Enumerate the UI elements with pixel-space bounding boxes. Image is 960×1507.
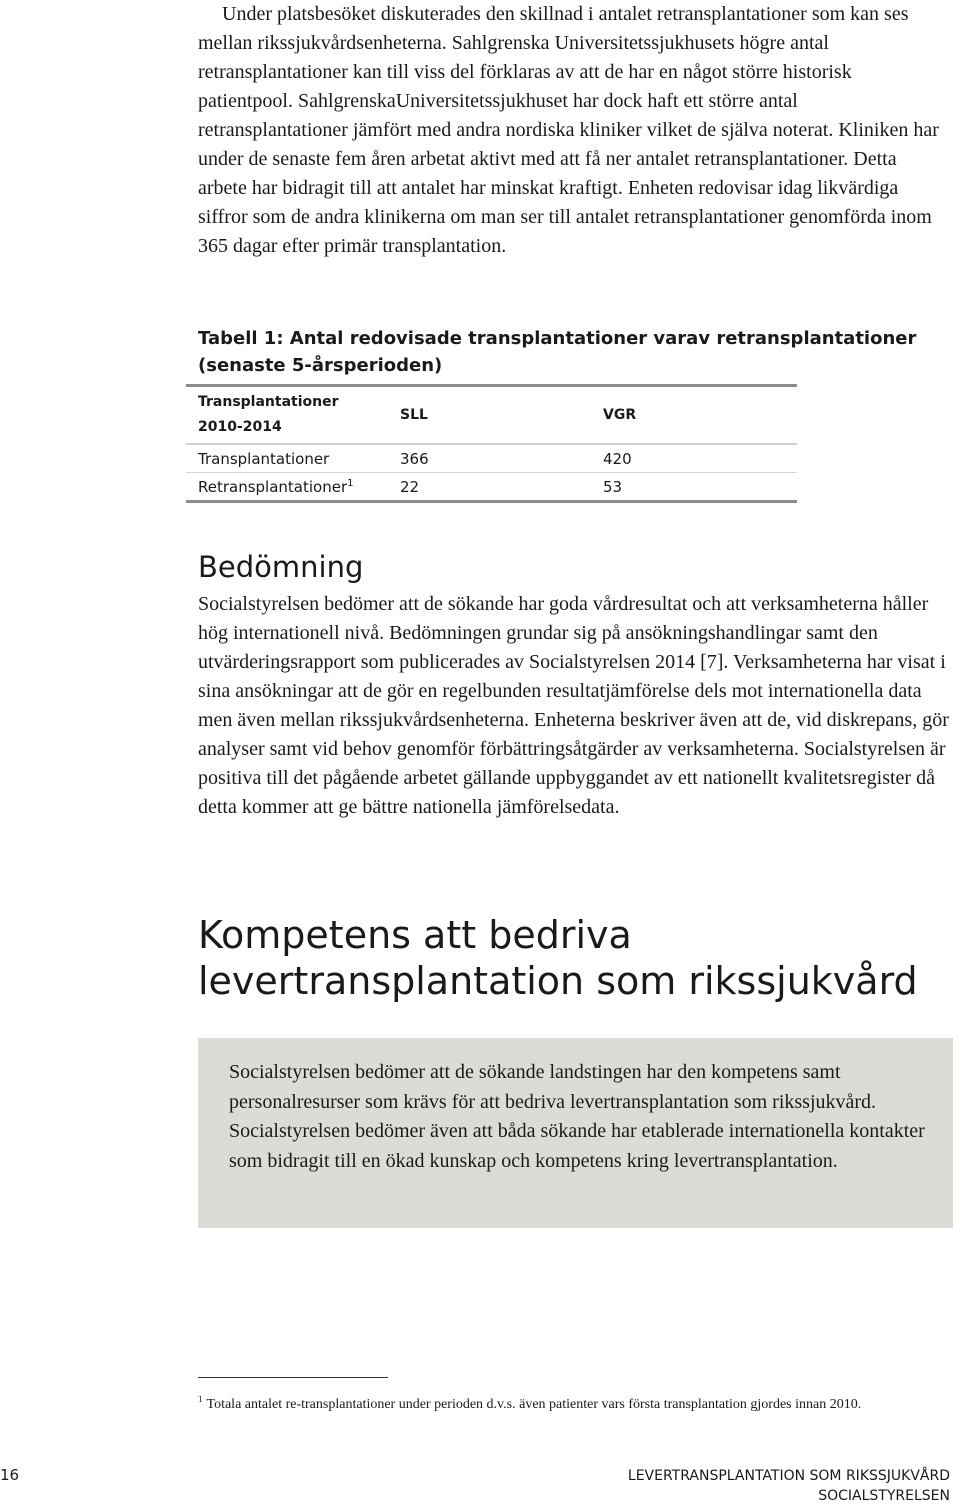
intro-paragraph <box>198 0 950 261</box>
row-label <box>186 473 388 502</box>
page-number: 16 <box>0 1466 20 1484</box>
row-vgr-value: 420 <box>591 444 797 473</box>
footnote-reference[interactable]: 1 <box>347 477 354 489</box>
table-header-row <box>186 386 797 445</box>
competence-heading: Kompetens att bedriva levertransplantation som rikssjukvård <box>198 913 918 1003</box>
row-label-text: Retransplantationer <box>198 477 348 496</box>
page-footer <box>628 1466 950 1506</box>
row-label-text: Transplantationer <box>198 449 330 468</box>
summary-text: Socialstyrelsen bedömer att de sökande landstingen har den kompetens samt personalresurser som krävs för att bedriva levertransplantation som rikssjukvård. Socialstyrelsen bedömer även att båda sökande har etablerade internationella kontakter som bidragit till en ökad kunskap och kompetens kring levertransplantation. <box>229 1061 925 1172</box>
row-vgr-value: 53 <box>591 473 797 502</box>
intro-paragraph-text: Under platsbesöket diskuterades den skillnad i antalet retransplantationer som kan ses mellan rikssjukvårdsenheterna. Sahlgrenska Universitetssjukhusets högre antal retransplantationer kan till viss del förklaras av att de har en något större historisk patientpool. SahlgrenskaUniversitetssjukhuset har dock haft ett större antal retransplantationer jämfört med andra nordiska kliniker vilket de själva noterat. Kliniken har under de senaste fem åren arbetat aktivt med att få ner antalet retransplantationer. Detta arbete har bidragit till att antalet har minskat kraftigt. Enheten redovisar idag likvärdiga siffror som de andra klinikerna om man ser till antalet retransplantationer genomförda inom 365 dagar efter primär transplantation. <box>198 3 939 257</box>
header-col1-line1: Transplantationer <box>198 394 339 410</box>
header-col1-line2: 2010-2014 <box>198 419 282 435</box>
summary-box <box>198 1038 953 1228</box>
footnote-text: Totala antalet re-transplantationer under perioden d.v.s. även patienter vars första transplantation gjordes innan 2010. <box>206 1397 862 1412</box>
header-cell-transplantations <box>186 386 388 445</box>
header-cell-vgr: VGR <box>591 386 797 445</box>
header-cell-sll: SLL <box>388 386 591 445</box>
table-row <box>186 444 797 473</box>
footnote-divider <box>198 1377 388 1378</box>
table-caption: Tabell 1: Antal redovisade transplantationer varav retransplantationer (senaste 5-årsperioden) <box>198 328 917 376</box>
row-sll-value: 366 <box>388 444 591 473</box>
footer-publisher: SOCIALSTYRELSEN <box>818 1488 950 1504</box>
footnote-marker: 1 <box>198 1394 203 1404</box>
row-sll-value: 22 <box>388 473 591 502</box>
row-label <box>186 444 388 473</box>
assessment-paragraph: Socialstyrelsen bedömer att de sökande har goda vårdresultat och att verksamheterna håller hög internationell nivå. Bedömningen grundar sig på ansökningshandlingar samt den utvärderingsrapport som publicerades av Socialstyrelsen 2014 [7]. Verksamheterna har visat i sina ansökningar att de gör en regelbunden resultatjämförelse dels mot internationella data men även mellan rikssjukvårdsenheterna. Enheterna beskriver även att de, vid diskrepans, gör analyser samt vid behov genomför förbättringsåtgärder av verksamheterna. Socialstyrelsen är positiva till det pågående arbetet gällande uppbyggandet av ett nationellt kvalitetsregister då detta kommer att ge bättre nationella jämförelsedata. <box>198 593 949 818</box>
footnote <box>198 1388 958 1416</box>
transplant-table <box>186 384 797 503</box>
assessment-heading: Bedömning <box>198 550 364 584</box>
table-row <box>186 473 797 502</box>
footer-report-title: LEVERTRANSPLANTATION SOM RIKSSJUKVÅRD <box>627 1468 950 1484</box>
